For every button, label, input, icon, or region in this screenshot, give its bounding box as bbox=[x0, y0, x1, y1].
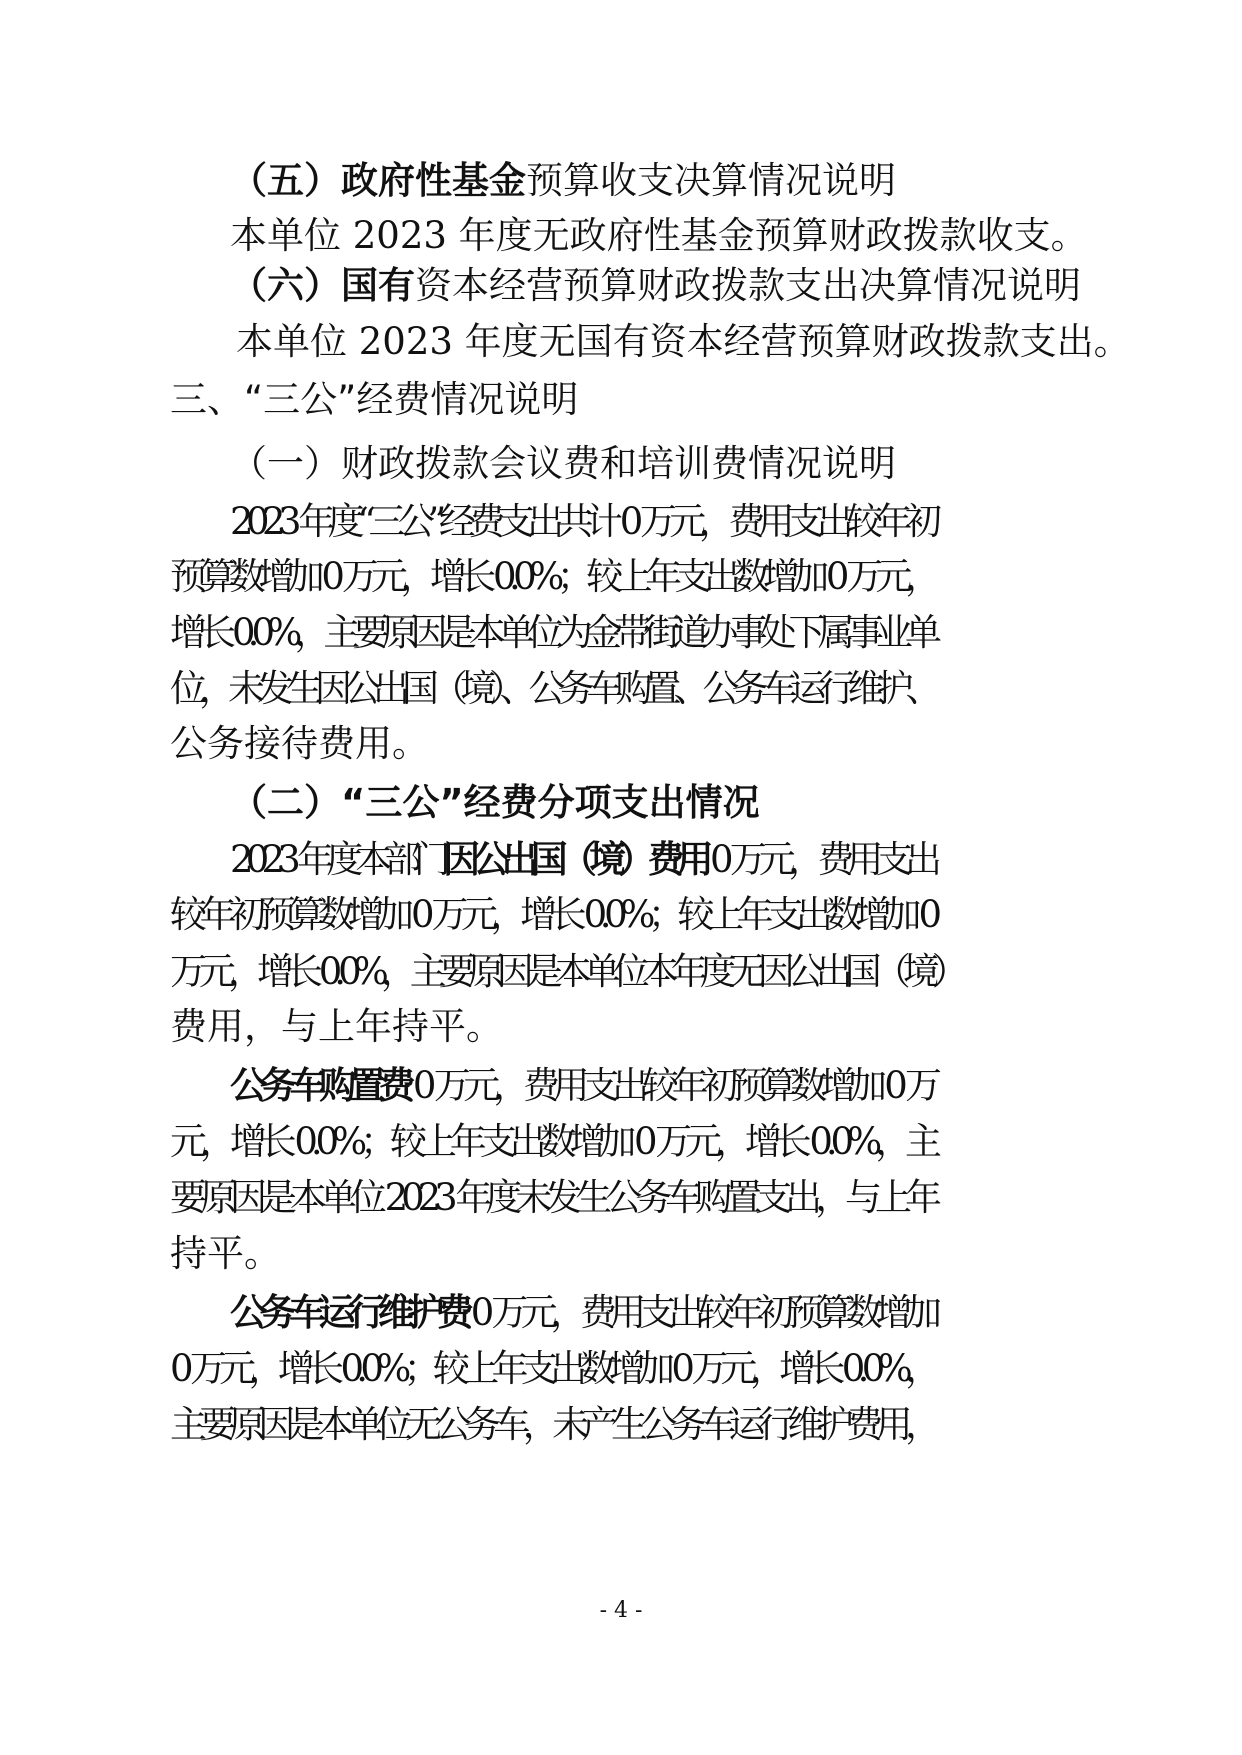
text-segment: 要原因是本单位 2023 年度未发生公务车购置支出，与上年 bbox=[170, 1176, 935, 1219]
paragraph-line bbox=[170, 665, 935, 713]
text-segment: 因公出国（境）费用 bbox=[443, 838, 706, 881]
text-segment: 公务车运行维护费 bbox=[230, 1291, 467, 1334]
paragraph-line bbox=[230, 498, 934, 546]
paragraph-line bbox=[170, 891, 935, 939]
text-segment: （一）财政拨款会议费和培训费情况说明 bbox=[230, 442, 896, 485]
paragraph-line bbox=[170, 1401, 934, 1449]
text-segment: 元，增长 0.0%；较上年支出数增加 0 万元，增长 0.0%，主 bbox=[170, 1120, 935, 1163]
paragraph-line bbox=[170, 609, 934, 657]
text-segment: 预算数增加 0 万元，增长 0.0%；较上年支出数增加 0 万元， bbox=[170, 555, 935, 598]
text-segment: 资本经营预算财政拨款支出决算情况说明 bbox=[415, 264, 1081, 307]
text-segment: 政府性基金 bbox=[341, 159, 526, 202]
paragraph-line bbox=[170, 1345, 934, 1393]
text-segment: 公务接待费用。 bbox=[170, 722, 429, 765]
paragraph-line bbox=[170, 948, 961, 996]
text-segment: （二）“三公”经费分项支出情况 bbox=[230, 781, 760, 824]
heading-sub-1 bbox=[230, 440, 896, 488]
paragraph-line bbox=[170, 1230, 281, 1278]
paragraph-line bbox=[230, 1289, 935, 1337]
text-segment: 国有 bbox=[341, 264, 415, 307]
paragraph-line bbox=[170, 1003, 503, 1051]
heading-part-3 bbox=[170, 376, 578, 424]
paragraph-line bbox=[170, 720, 429, 768]
paragraph-line bbox=[236, 318, 1131, 366]
text-segment: 主要原因是本单位无公务车，未产生公务车运行维护费用， bbox=[170, 1403, 935, 1446]
text-segment: 增长 0.0%，主要原因是本单位为金带街道办事处下属事业单 bbox=[170, 611, 935, 654]
paragraph-line bbox=[230, 836, 934, 884]
paragraph-line bbox=[170, 1174, 935, 1222]
heading-section-6 bbox=[230, 262, 1081, 310]
paragraph-line bbox=[170, 553, 934, 601]
text-segment: 持平。 bbox=[170, 1232, 281, 1275]
text-segment: 三、“三公”经费情况说明 bbox=[170, 378, 579, 421]
text-segment: （六） bbox=[230, 264, 341, 307]
text-segment: 0 万元，费用支出较年初预算数增加 bbox=[466, 1291, 935, 1334]
paragraph-line bbox=[230, 212, 1088, 260]
text-segment: （五） bbox=[230, 159, 341, 202]
text-segment: 位，未发生因公出国（境）、公务车购置、公务车运行维护、 bbox=[170, 667, 935, 710]
page-number: - 4 - bbox=[599, 1598, 643, 1623]
text-segment: 较年初预算数增加 0 万元，增长 0.0%；较上年支出数增加 0 bbox=[170, 893, 935, 936]
paragraph-line bbox=[170, 1118, 935, 1166]
paragraph-line bbox=[230, 1062, 935, 1110]
text-segment: 本单位 2023 年度无国有资本经营预算财政拨款支出。 bbox=[236, 320, 1131, 363]
text-segment: 本单位 2023 年度无政府性基金预算财政拨款收支。 bbox=[230, 214, 1088, 257]
text-segment: 预算收支决算情况说明 bbox=[526, 159, 896, 202]
text-segment: 万元，增长 0.0%，主要原因是本单位本年度无因公出国（境） bbox=[170, 950, 961, 993]
heading-sub-2 bbox=[230, 779, 760, 827]
text-segment: 0 万元，增长 0.0%；较上年支出数增加 0 万元，增长 0.0%， bbox=[170, 1347, 935, 1390]
text-segment: 费用，与上年持平。 bbox=[170, 1005, 503, 1048]
text-segment: 2023 年度本部门 bbox=[230, 838, 444, 881]
heading-section-5 bbox=[230, 157, 896, 205]
text-segment: 2023 年度“三公”经费支出共计 0 万元，费用支出较年初 bbox=[230, 500, 935, 543]
text-segment: 公务车购置费 bbox=[230, 1064, 409, 1107]
text-segment: 0 万元，费用支出 bbox=[706, 838, 935, 881]
text-segment: 0 万元，费用支出较年初预算数增加 0 万 bbox=[408, 1064, 935, 1107]
